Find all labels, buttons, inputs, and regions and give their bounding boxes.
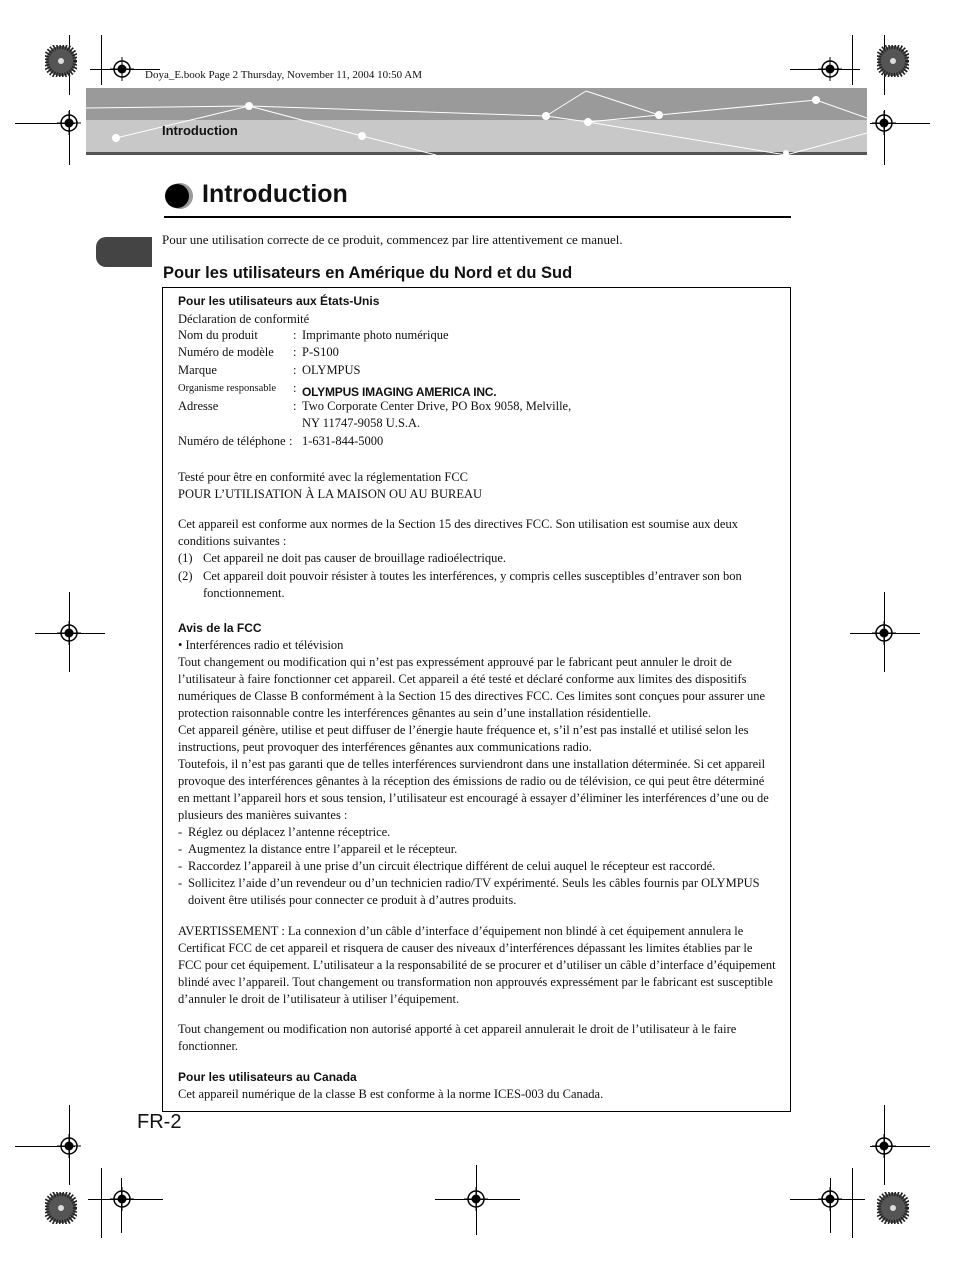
field-value: OLYMPUS IMAGING AMERICA INC. (302, 385, 497, 399)
color-rosette-icon (877, 45, 909, 77)
list-item: - Raccordez l’appareil à une prise d’un circuit électrique différent de celui auquel le récepteur est raccordé. (178, 859, 716, 873)
page-title-block (164, 180, 791, 218)
registration-target-icon (110, 57, 134, 81)
page-number: FR-2 (137, 1111, 182, 1133)
intro-text: Pour une utilisation correcte de ce produit, commencez par lire attentivement ce manuel. (162, 232, 623, 247)
list-item: (1) Cet appareil ne doit pas causer de brouillage radioélectrique. (178, 551, 506, 565)
registration-target-icon (872, 111, 896, 135)
canada-text: Cet appareil numérique de la classe B est conforme à la norme ICES-003 du Canada. (178, 1087, 604, 1101)
registration-target-icon (57, 111, 81, 135)
compliance-paragraph: Cet appareil est conforme aux normes de la Section 15 des directives FCC. Son utilisation est soumise aux deux conditions suivantes : (178, 517, 738, 548)
page-title: Introduction (202, 180, 348, 208)
header-band (86, 88, 867, 155)
header-section-label: Introduction (162, 123, 238, 138)
field-value: P-S100 (302, 345, 339, 359)
field-value: 1-631-844-5000 (302, 434, 384, 448)
crop-line (101, 1168, 102, 1238)
warning-paragraph: AVERTISSEMENT : La connexion d’un câble d’interface d’équipement non blindé à cet équipement annulera le Certificat FCC de cet appareil et risquera de causer des niveaux d’interférences dépassant les limites établies par le FCC pour cet équipement. L’utilisateur a la responsabilité de se procurer et d’utiliser un câble d’interface d’équipement blindé avec l’appareil. Tout changement ou transformation non approuvés expressément par le fabricant est susceptible d’annuler le droit de l’utilisateur à utiliser l’équipement. (178, 924, 776, 1006)
unauthorized-paragraph: Tout changement ou modification non autorisé apporté à cet appareil annulerait le droit de l’utilisateur à le faire fonctionner. (178, 1022, 737, 1053)
title-bullet-icon (164, 182, 194, 210)
crop-line (101, 35, 102, 85)
section-heading: Pour les utilisateurs en Amérique du Nord et du Sud (163, 264, 573, 282)
registration-target-icon (872, 1134, 896, 1158)
crop-line (852, 35, 853, 85)
field-value: Two Corporate Center Drive, PO Box 9058, Melville, (302, 399, 572, 413)
list-item: (2) Cet appareil doit pouvoir résister à toutes les interférences, y compris celles susceptibles d’entraver son bon fonctionnement. (178, 569, 742, 600)
field-label: Marque (178, 363, 217, 377)
fcc-paragraph-2: Cet appareil génère, utilise et peut diffuser de l’énergie haute fréquence et, s’il n’est pas installé et utilisé selon les instructions, peut provoquer des interférences gênantes aux communications radio. (178, 723, 749, 754)
measures-list (178, 824, 778, 909)
field-label: Organisme responsable (178, 383, 277, 394)
conditions-list (178, 550, 778, 602)
fcc-bullet: • Interférences radio et télévision (178, 638, 344, 652)
usa-heading: Pour les utilisateurs aux États-Unis (178, 294, 380, 308)
registration-target-icon (464, 1187, 488, 1211)
regulatory-notice-box: Pour les utilisateurs aux États-Unis Déclaration de conformité Nom du produit : Imprimante photo numérique Numéro de modèle : P-S100 Marque : OLYMPUS Organisme responsable : OLYMPUS IMAGING AMERICA INC. Adresse : Two Corporate Center Drive, PO Box 9058, Melville, NY 11747-9058 U.S.A. Numéro de téléphone : 1-631-844-5000 Testé pour être en conformité avec la réglementation FCC POUR L’UTILISATION À LA MAISON OU AU BUREAU Cet appareil est conforme aux normes de la Section 15 des directives FCC. Son utilisation est soumise aux deux conditions suivantes : (1) Cet appareil ne doit pas causer de brouillage radioélectrique. (2) Cet appareil doit pouvoir résister à toutes les interférences, y compris celles susceptibles d’entraver son bon fonctionnement. Avis de la FCC • Interférences radio et télévision Tout changement ou modification qui n’est pas expressément approuvé par le fabricant peut annuler le droit de l’utilisateur à faire fonctionner cet appareil. Cet appareil a été testé et déclaré conforme aux limites des dispositifs numériques de Classe B conformément à la Section 15 des directives FCC. Ces limites sont conçues pour assurer une protection raisonnable contre les interférences gênantes au sein d’une installation résidentielle. Cet appareil génère, utilise et peut diffuser de l’énergie haute fréquence et, s’il n’est pas installé et utilisé selon les instructions, peut provoquer des interférences gênantes aux communications radio. Toutefois, il n’est pas garanti que de telles interférences surviendront dans une installation déterminée. Si cet appareil provoque des interférences gênantes à la réception des émissions de radio ou de télévision, ce qui peut être déterminé en mettant l’appareil hors et sous tension, l’utilisateur est encouragé à essayer d’éliminer les interférences d’une ou de plusieurs des manières suivantes : - Réglez ou déplacez l’antenne réceptrice. - Augmentez la distance entre l’appareil et le récepteur. - Raccordez l’appareil à une prise d’un circuit électrique différent de celui auquel le récepteur est raccordé. - Sollicitez l’aide d’un revendeur ou d’un technicien radio/TV expérimenté. Seuls les câbles fournis par OLYMPUS doivent être utilisés pour connecter ce produit à d’autres produits. AVERTISSEMENT : La connexion d’un câble d’interface d’équipement non blindé à cet équipement annulera le Certificat FCC de cet appareil et risquera de causer des niveaux d’interférences dépassant les limites établies par le FCC pour cet équipement. L’utilisateur a la responsabilité de se procurer et d’utiliser un câble d’interface d’équipement blindé avec l’appareil. Tout changement ou transformation non approuvés expressément par le fabricant est susceptible d’annuler le droit de l’utilisateur à utiliser l’équipement. Tout changement ou modification non autorisé apporté à cet appareil annulerait le droit de l’utilisateur à le faire fonctionner. Pour les utilisateurs au Canada Cet appareil numérique de la classe B est conforme à la norme ICES-003 du Canada. (162, 287, 791, 1112)
field-label: Nom du produit (178, 328, 258, 342)
field-value: OLYMPUS (302, 363, 361, 377)
field-label: Numéro de modèle (178, 345, 274, 359)
canada-heading: Pour les utilisateurs au Canada (178, 1070, 357, 1084)
fcc-use-line: POUR L’UTILISATION À LA MAISON OU AU BUREAU (178, 487, 483, 501)
registration-target-icon (818, 57, 842, 81)
registration-target-icon (110, 1187, 134, 1211)
list-item: - Sollicitez l’aide d’un revendeur ou d’un technicien radio/TV expérimenté. Seuls les câbles fournis par OLYMPUS doivent être utilisés pour connecter ce produit à d’autres produits. (178, 876, 760, 907)
color-rosette-icon (45, 45, 77, 77)
list-item: - Réglez ou déplacez l’antenne réceptrice. (178, 825, 391, 839)
registration-target-icon (818, 1187, 842, 1211)
registration-target-icon (57, 621, 81, 645)
crop-line (852, 1168, 853, 1238)
registration-target-icon (57, 1134, 81, 1158)
fcc-notice-heading: Avis de la FCC (178, 621, 262, 635)
fcc-paragraph-3: Toutefois, il n’est pas garanti que de telles interférences surviendront dans une installation déterminée. Si cet appareil provoque des interférences gênantes à la réception des émissions de radio ou de télévision, ce qui peut être déterminé en mettant l’appareil hors et sous tension, l’utilisateur est encouragé à essayer d’éliminer les interférences d’une ou de plusieurs des manières suivantes : (178, 757, 769, 822)
list-item: - Augmentez la distance entre l’appareil et le récepteur. (178, 842, 458, 856)
color-rosette-icon (877, 1192, 909, 1224)
field-value: Imprimante photo numérique (302, 328, 449, 342)
color-rosette-icon (45, 1192, 77, 1224)
fcc-paragraph-1: Tout changement ou modification qui n’est pas expressément approuvé par le fabricant peut annuler le droit de l’utilisateur à faire fonctionner cet appareil. Cet appareil a été testé et déclaré conforme aux limites des dispositifs numériques de Classe B conformément à la Section 15 des directives FCC. Ces limites sont conçues pour assurer une protection raisonnable contre les interférences gênantes au sein d’une installation résidentielle. (178, 655, 766, 720)
declaration-label: Déclaration de conformité (178, 312, 310, 326)
chapter-tab (96, 237, 152, 267)
field-label: Adresse (178, 399, 219, 413)
file-info: Doya_E.book Page 2 Thursday, November 11, 2004 10:50 AM (145, 69, 423, 81)
fcc-tested-line: Testé pour être en conformité avec la réglementation FCC (178, 470, 468, 484)
registration-target-icon (872, 621, 896, 645)
field-value-line2: NY 11747-9058 U.S.A. (302, 416, 421, 430)
field-label: Numéro de téléphone (178, 434, 286, 448)
